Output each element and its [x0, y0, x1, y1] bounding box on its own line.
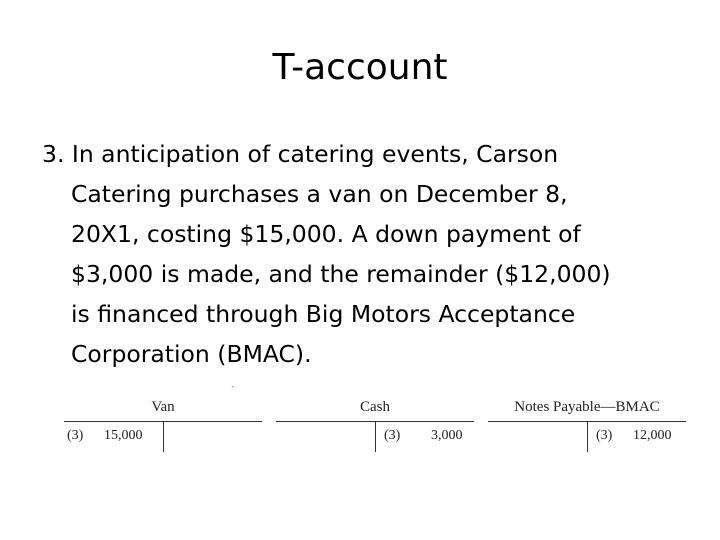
problem-line-1: 3. In anticipation of catering events, Carson: [42, 140, 559, 168]
t-account-vertical-rule: [163, 421, 164, 452]
t-account-entry-ref: (3): [596, 428, 613, 443]
problem-line-6: Corporation (BMAC).: [71, 340, 312, 368]
t-account-entry-ref: (3): [67, 428, 84, 443]
t-account-van: [64, 398, 262, 456]
slide-title: T-account: [272, 47, 448, 88]
problem-line-5: is financed through Big Motors Acceptance: [71, 300, 576, 328]
t-account-title: Cash: [360, 399, 390, 415]
stray-mark: ˎ: [231, 377, 235, 388]
t-account-vertical-rule: [587, 421, 588, 452]
problem-statement: [42, 134, 682, 374]
t-account-entry-amount: 12,000: [633, 428, 672, 443]
problem-line-4: $3,000 is made, and the remainder ($12,000): [71, 260, 611, 288]
t-account-cash: [276, 398, 474, 456]
problem-line-3: 20X1, costing $15,000. A down payment of: [71, 220, 581, 248]
t-account-notes-payable-bmac: [488, 398, 686, 456]
problem-line-2: Catering purchases a van on December 8,: [71, 180, 568, 208]
t-account-entry-amount: 3,000: [431, 428, 463, 443]
t-account-title: Notes Payable—BMAC: [514, 399, 660, 415]
t-account-entry-ref: (3): [384, 428, 401, 443]
t-account-vertical-rule: [375, 421, 376, 452]
t-account-title: Van: [151, 399, 175, 415]
t-account-entry-amount: 15,000: [104, 428, 143, 443]
